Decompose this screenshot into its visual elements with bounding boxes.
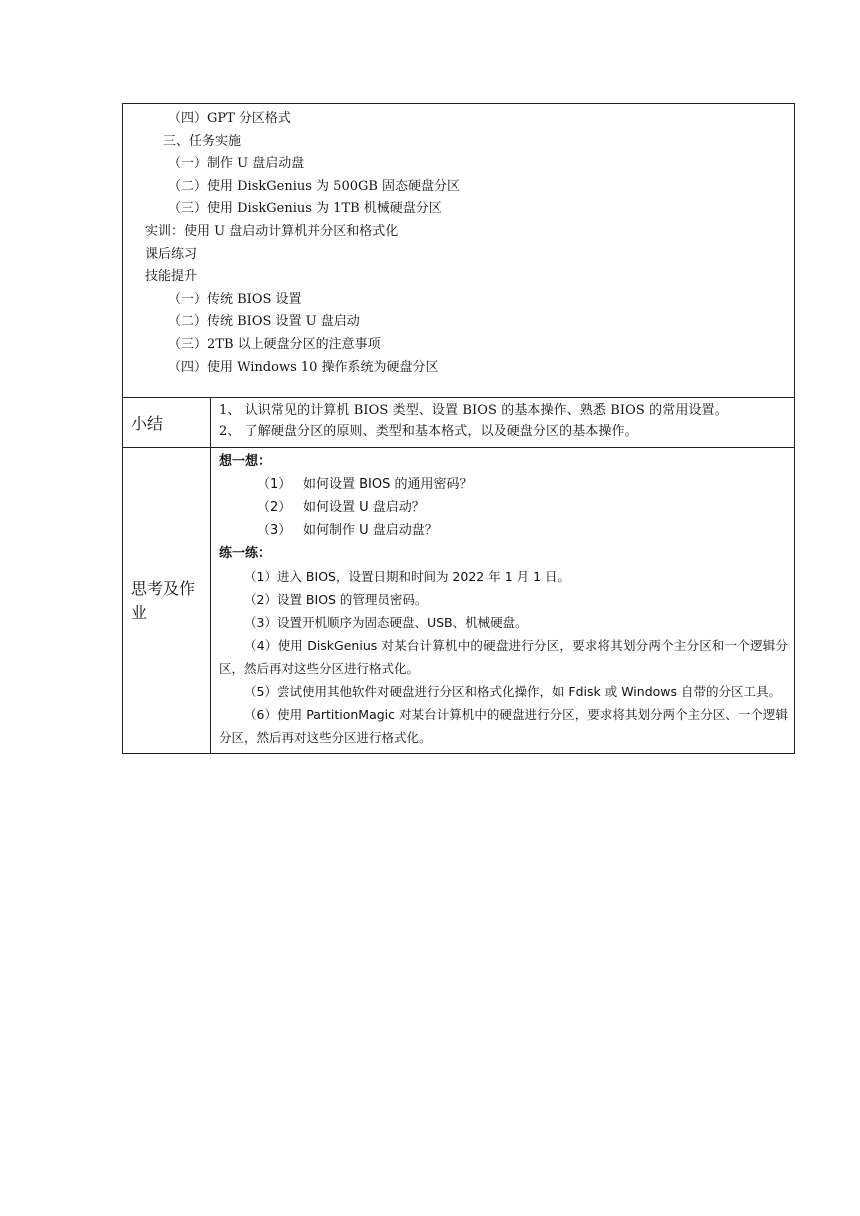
outline-line: （一）传统 BIOS 设置 xyxy=(168,291,302,307)
practice-item: （5）尝试使用其他软件对硬盘进行分区和格式化操作，如 Fdisk 或 Windows 自带的分区工具。 xyxy=(244,684,781,699)
think-item-number: （2） xyxy=(257,500,292,515)
think-item-text: 如何设置 BIOS 的通用密码？ xyxy=(303,477,473,492)
outline-line: （四）GPT 分区格式 xyxy=(168,111,291,126)
homework-row xyxy=(123,448,795,754)
practice-item: （3）设置开机顺序为固态硬盘、USB、机械硬盘。 xyxy=(244,615,528,630)
outline-line: （三）使用 DiskGenius 为 1TB 机械硬盘分区 xyxy=(168,201,442,217)
outline-line: 实训：使用 U 盘启动计算机并分区和格式化 xyxy=(145,223,399,239)
lesson-table xyxy=(122,103,795,754)
outline-cell xyxy=(123,104,795,398)
think-item xyxy=(219,496,788,519)
summary-row xyxy=(123,398,795,448)
outline-line: （三）2TB 以上硬盘分区的注意事项 xyxy=(168,336,381,352)
practice-heading: 练一练： xyxy=(219,546,272,561)
think-item-number: （1） xyxy=(257,477,292,492)
outline-line: （二）使用 DiskGenius 为 500GB 固态硬盘分区 xyxy=(168,178,461,194)
think-item-number: （3） xyxy=(257,523,292,538)
outline-line: 三、任务实施 xyxy=(163,133,242,149)
outline-line: 课后练习 xyxy=(145,246,198,262)
outline-line: （一）制作 U 盘启动盘 xyxy=(168,156,305,172)
think-heading: 想一想： xyxy=(219,454,272,469)
summary-body xyxy=(211,398,795,448)
think-item xyxy=(219,519,788,542)
think-item xyxy=(219,473,788,496)
outline-line: （二）传统 BIOS 设置 U 盘启动 xyxy=(168,314,360,330)
homework-body xyxy=(211,448,795,754)
practice-item: （1）进入 BIOS，设置日期和时间为 2022 年 1 月 1 日。 xyxy=(244,569,571,584)
summary-line: 2、 了解硬盘分区的原则、类型和基本格式，以及硬盘分区的基本操作。 xyxy=(219,424,638,439)
summary-label: 小结 xyxy=(123,398,211,448)
think-item-text: 如何设置 U 盘启动？ xyxy=(303,500,425,515)
summary-line: 1、 认识常见的计算机 BIOS 类型、设置 BIOS 的基本操作、熟悉 BIOS 的常用设置。 xyxy=(219,403,728,418)
practice-item: （4）使用 DiskGenius 对某台计算机中的硬盘进行分区，要求将其划分两个主分区和一个逻辑分区，然后再对这些分区进行格式化。 xyxy=(219,638,788,676)
homework-label: 思考及作业 xyxy=(123,448,211,754)
outline-line: 技能提升 xyxy=(145,269,198,285)
outline-line: （四）使用 Windows 10 操作系统为硬盘分区 xyxy=(168,359,439,375)
outline-row xyxy=(123,104,795,398)
practice-item: （6）使用 PartitionMagic 对某台计算机中的硬盘进行分区，要求将其划分两个主分区、一个逻辑分区，然后再对这些分区进行格式化。 xyxy=(219,707,788,745)
think-item-text: 如何制作 U 盘启动盘？ xyxy=(303,523,438,538)
practice-item: （2）设置 BIOS 的管理员密码。 xyxy=(244,592,428,607)
